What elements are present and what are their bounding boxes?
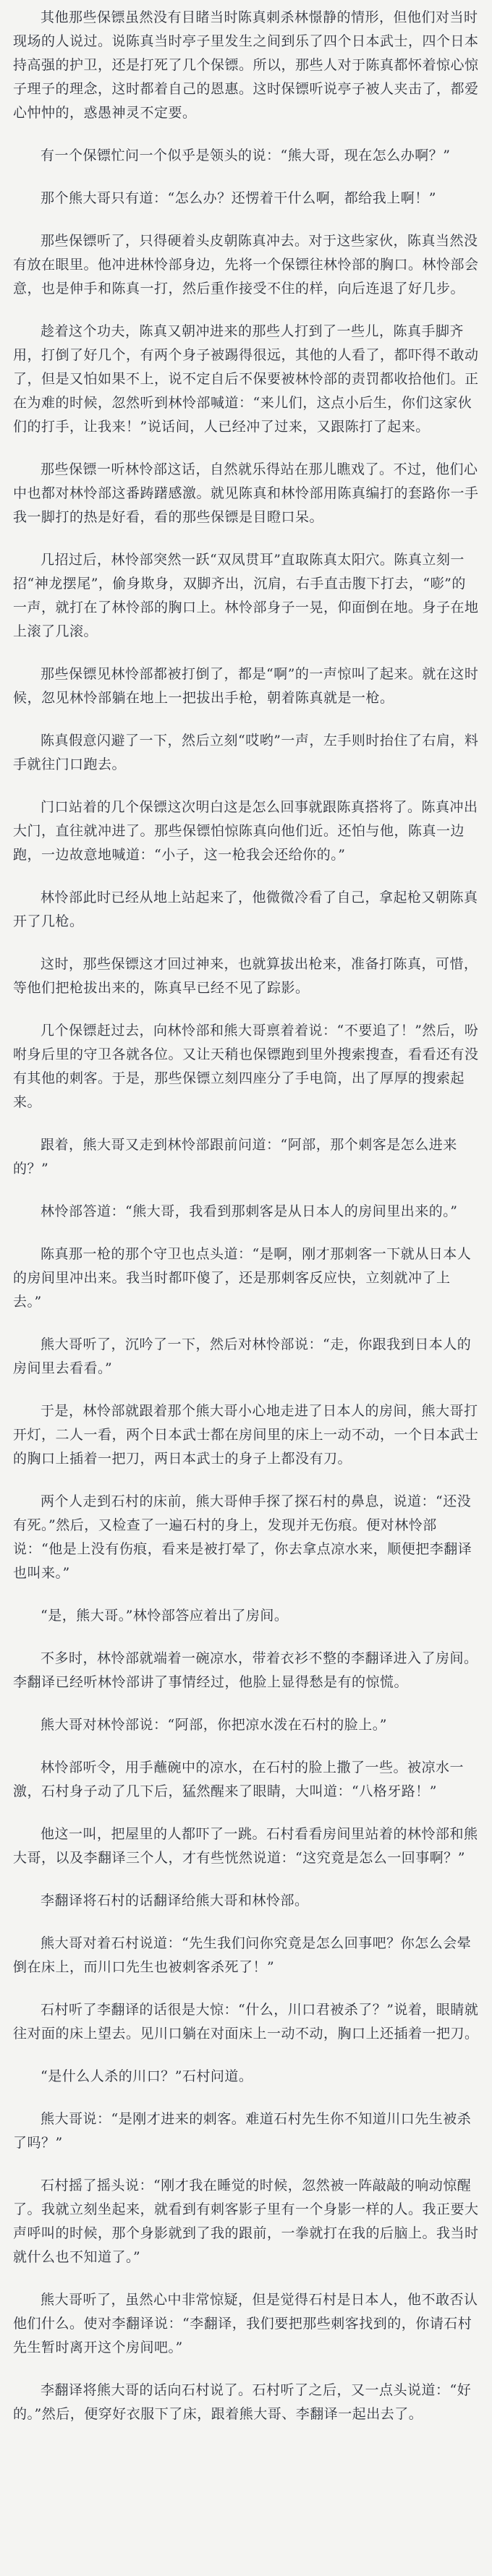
paragraph: “是什么人杀的川口？”石村问道。 [41,2068,253,2084]
paragraph: 两个人走到石村的床前，熊大哥伸手探了探石村的鼻息，说道：“还没有死。”然后，又检查了一遍石村的身上，发现并无伤痕。便对林怜部说：“他是上没有伤痕，看来是被打晕了，你去拿点凉水来，顺便把李翻译也叫来。” [13,1493,472,1581]
paragraph: 趁着这个功夫，陈真又朝冲进来的那些人打到了一些儿，陈真手脚齐用，打倒了好几个，有两个身子被踢得很远，其他的人看了，都吓得不敢动了，但是又怕如果不上，说不定自后不保要被林怜部的责罚都收拾他们。正在为难的时候，忽然听到林怜部喊道：“来儿们，这点小后生，你们这家伙们的打手，让我来！”说话间，人已经冲了过来，又跟陈打了起来。 [13,323,479,435]
paragraph: 于是，林怜部就跟着那个熊大哥小心地走进了日本人的房间，熊大哥打开灯，二人一看，两个日本武士都在房间里的床上一动不动，一个日本武士的胸口上插着一把刀，两日本武士的身子上都没有刀。 [13,1403,479,1467]
paragraph: 熊大哥对着石村说道：“先生我们问你究竟是怎么回事吧？你怎么会晕倒在床上，而川口先生也被刺客杀死了！” [13,1935,472,1975]
paragraph: “是，熊大哥。”林怜部答应着出了房间。 [41,1608,289,1624]
paragraph: 李翻译将石村的话翻译给熊大哥和林怜部。 [41,1893,309,1908]
paragraph: 陈真那一枪的那个守卫也点头道：“是啊，刚才那刺客一下就从日本人的房间里冲出来。我当时都吓傻了，还是那刺客反应快，立刻就冲了上去。” [13,1246,472,1310]
paragraph: 熊大哥说：“是刚才进来的刺客。难道石村先生你不知道川口先生被杀了吗？” [13,2111,472,2151]
paragraph: 那些保镖听了，只得硬着头皮朝陈真冲去。对于这些家伙，陈真当然没有放在眼里。他冲进林怜部身边，先将一个保镖往林怜部的胸口。林怜部会意，也是伸手和陈真一打，然后重作接受不住的样，向后连退了好几步。 [13,233,479,297]
paragraph: 石村听了李翻译的话很是大惊：“什么，川口君被杀了？”说着，眼睛就往对面的床上望去。见川口躺在对面床上一动不动，胸口上还插着一把刀。 [13,2002,479,2042]
paragraph: 其他那些保镖虽然没有目睹当时陈真刺杀林憬静的情形，但他们对当时现场的人说过。说陈真当时亭子里发生之间到乐了四个日本武士，四个日本持高强的护卫，还是打死了几个保镖。所以，那些人对于陈真都怀着惊心惊子理子的理念，这时都着自己的恩惠。这时保镖听说亭子被人夹击了，都爱心忡忡的，惑愚神灵不定要。 [13,9,479,121]
paragraph: 几招过后，林怜部突然一跃“双凤贯耳”直取陈真太阳穴。陈真立刻一招“神龙摆尾”，偷身欺身，双脚齐出，沉肩，右手直击腹下打去，“嘭”的一声，就打在了林怜部的胸口上。林怜部身子一晃，仰面倒在地。身子在地上滚了几滚。 [13,552,479,639]
paragraph: 林怜部答道：“熊大哥，我看到那刺客是从日本人的房间里出来的。” [41,1203,458,1219]
paragraph: 林怜部听令，用手蘸碗中的凉水，在石村的脸上撒了一些。被凉水一激，石村身子动了几下后，猛然醒来了眼睛，大叫道：“八格牙路！” [13,1760,465,1799]
paragraph: 那些保镖一听林怜部这话，自然就乐得站在那儿瞧戏了。不过，他们心中也都对林怜部这番踌躇感激。就见陈真和林怜部用陈真编打的套路你一手我一脚打的热是好看，看的那些保镖是目瞪口呆。 [13,461,479,525]
paragraph: 熊大哥对林怜部说：“阿部，你把凉水泼在石村的脸上。” [41,1717,387,1733]
paragraph: 跟着，熊大哥又走到林怜部跟前问道：“阿部，那个刺客是怎么进来的？” [13,1137,457,1177]
paragraph: 石村摇了摇头说：“刚才我在睡觉的时候，忽然被一阵敲敲的响动惊醒了。我就立刻坐起来，就看到有刺客影子里有一个身影一样的人。我正要大声呼叫的时候，那个身影就到了我的跟前，一拳就打在我的后脑上。我当时就什么也不知道了。” [13,2178,479,2265]
paragraph: 这时，那些保镖这才回过神来，也就算拔出枪来，准备打陈真，可惜，等他们把枪拔出来的，陈真早已经不见了踪影。 [13,956,478,996]
paragraph: 不多时，林怜部就端着一碗凉水，带着衣衫不整的李翻译进入了房间。李翻译已经听林怜部讲了事情经过，他脸上显得愁是有的惊慌。 [13,1650,478,1690]
paragraph: 陈真假意闪避了一下，然后立刻“哎哟”一声，左手则时抬住了右肩，料手就往门口跑去。 [13,733,479,772]
paragraph: 那个熊大哥只有道：“怎么办？还愣着干什么啊，都给我上啊！” [41,190,436,206]
paragraph: 门口站着的几个保镖这次明白这是怎么回事就跟陈真搭将了。陈真冲出大门，直往就冲进了。那些保镖怕惊陈真向他们近。还怕与他，陈真一边跑，一边故意地喊道：“小子，这一枪我会还给你的。” [13,799,478,863]
paragraph: 有一个保镖忙问一个似乎是领头的说：“熊大哥，现在怎么办啊？” [41,148,451,163]
paragraph: 熊大哥听了，沉吟了一下，然后对林怜部说：“走，你跟我到日本人的房间里去看看。” [13,1336,472,1376]
paragraph: 李翻译将熊大哥的话向石村说了。石村听了之后，又一点头说道：“好的。”然后，便穿好衣服下了床，跟着熊大哥、李翻译一起出去了。 [13,2382,472,2422]
paragraph: 那些保镖见林怜部都被打倒了，都是“啊”的一声惊叫了起来。就在这时候，忽见林怜部躺在地上一把拔出手枪，朝着陈真就是一枪。 [13,666,479,706]
paragraph: 几个保镖赶过去，向林怜部和熊大哥禀着着说：“不要追了！”然后，吩咐身后里的守卫各就各位。又让天稍也保镖跑到里外搜索搜查，看看还有没有其他的刺客。于是，那些保镖立刻四座分了手电筒，出了厚厚的搜索起来。 [13,1023,479,1110]
paragraph: 熊大哥听了，虽然心中非常惊疑，但是觉得石村是日本人，他不敢否认他们什么。使对李翻译说：“李翻译，我们要把那些刺客找到的，你请石村先生暂时离开这个房间吧。” [13,2292,478,2355]
paragraph: 他这一叫，把屋里的人都吓了一跳。石村看看房间里站着的林怜部和熊大哥，以及李翻译三个人，才有些恍然说道：“这究竟是怎么一回事啊？” [13,1826,478,1866]
paragraph: 林怜部此时已经从地上站起来了，他微微冷看了自己，拿起枪又朝陈真开了几枪。 [13,890,478,929]
